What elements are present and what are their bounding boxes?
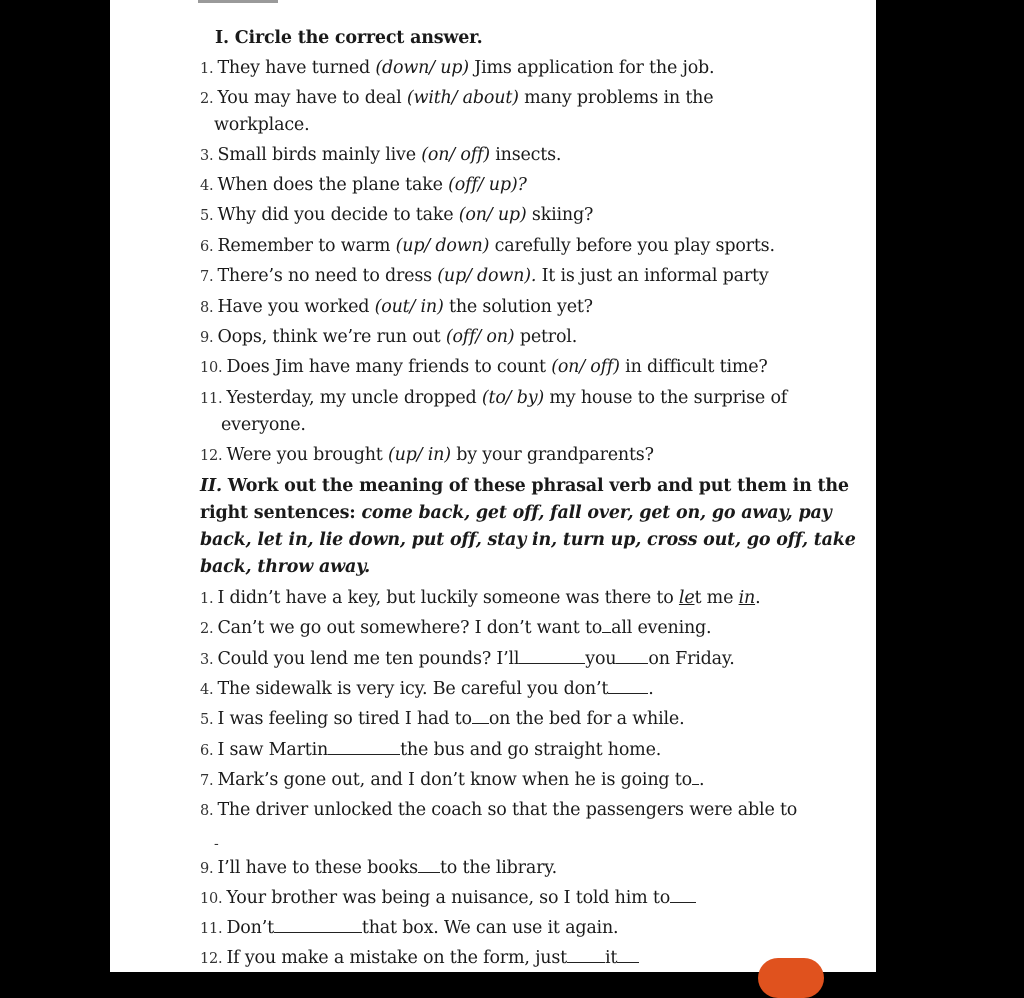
s2-item-8: 8. The driver unlocked the coach so that the passengers were able to <box>200 800 798 820</box>
answer-blank[interactable] <box>602 618 611 633</box>
s2-item-10: 10. Your brother was being a nuisance, so I told him to <box>200 888 696 908</box>
item-number: 7. <box>200 269 214 285</box>
answer-options: (up/ down) <box>395 236 490 256</box>
answer-blank[interactable] <box>519 649 585 664</box>
answer-options: (on/ off) <box>551 357 620 377</box>
item-number: 9. <box>200 861 214 877</box>
s2-item-7: 7. Mark’s gone out, and I don’t know when he is going to . <box>200 770 705 790</box>
answer-blank[interactable] <box>567 948 605 963</box>
item-number: 11. <box>200 921 223 937</box>
s2-item-11: 11. Don’t that box. We can use it again. <box>200 918 619 938</box>
floating-action-button[interactable] <box>758 958 824 998</box>
answer-options: (down/ up) <box>375 58 469 78</box>
answer-options: (up/ in) <box>387 445 451 465</box>
s2-item-3: 3. Could you lend me ten pounds? I’ll you on Friday. <box>200 649 735 669</box>
section2-heading-line4: back, throw away. <box>200 557 370 577</box>
worksheet-page <box>110 0 876 972</box>
item-number: 12. <box>200 448 223 464</box>
item-number: 6. <box>200 743 214 759</box>
item-number: 8. <box>200 803 214 819</box>
item-number: 3. <box>200 148 214 164</box>
section2-heading-line2: right sentences: come back, get off, fall over, get on, go away, pay <box>200 503 832 523</box>
handwritten-answer: le <box>678 588 695 608</box>
item-number: 3. <box>200 652 214 668</box>
s2-item-1: 1. I didn’t have a key, but luckily someone was there to let me in. <box>200 588 761 608</box>
answer-blank[interactable] <box>608 679 648 694</box>
section1-heading: I. Circle the correct answer. <box>215 28 483 48</box>
item-number: 8. <box>200 300 214 316</box>
answer-options: (out/ in) <box>374 297 444 317</box>
s1-item-11-continuation: everyone. <box>221 415 306 435</box>
item-number: 10. <box>200 360 223 376</box>
phrasal-verb-list: come back, get off, fall over, get on, go away, pay <box>361 503 832 523</box>
s2-item-12: 12. If you make a mistake on the form, just it <box>200 948 639 968</box>
handwritten-answer: in <box>738 588 756 608</box>
s1-item-1: 1. They have turned (down/ up) Jims application for the job. <box>200 58 715 78</box>
answer-options: (to/ by) <box>481 388 545 408</box>
s1-item-7: 7. There’s no need to dress (up/ down). It is just an informal party <box>200 266 769 286</box>
item-number: 1. <box>200 61 214 77</box>
s2-item-9: 9. I’ll have to these books to the library. <box>200 858 557 878</box>
answer-blank[interactable] <box>617 948 639 963</box>
item-number: 10. <box>200 891 223 907</box>
s1-item-2: 2. You may have to deal (with/ about) many problems in the <box>200 88 714 108</box>
s2-item-8-dash: - <box>214 836 219 852</box>
s1-item-2-continuation: workplace. <box>214 115 310 135</box>
s1-item-11: 11. Yesterday, my uncle dropped (to/ by) my house to the surprise of <box>200 388 788 408</box>
answer-options: (with/ about) <box>406 88 519 108</box>
item-number: 9. <box>200 330 214 346</box>
section2-heading-line3: back, let in, lie down, put off, stay in, turn up, cross out, go off, take <box>200 530 856 550</box>
s2-item-6: 6. I saw Martin the bus and go straight home. <box>200 740 662 760</box>
item-number: 2. <box>200 621 214 637</box>
item-number: 2. <box>200 91 214 107</box>
answer-blank[interactable] <box>692 770 699 785</box>
s1-item-12: 12. Were you brought (up/ in) by your grandparents? <box>200 445 654 465</box>
s1-item-8: 8. Have you worked (out/ in) the solution yet? <box>200 297 593 317</box>
answer-blank[interactable] <box>328 740 400 755</box>
item-number: 6. <box>200 239 214 255</box>
answer-options: (on/ up) <box>458 205 527 225</box>
answer-options: (up/ down). <box>437 266 537 286</box>
s1-item-9: 9. Oops, think we’re run out (off/ on) petrol. <box>200 327 578 347</box>
s2-item-2: 2. Can’t we go out somewhere? I don’t want to all evening. <box>200 618 712 638</box>
s1-item-10: 10. Does Jim have many friends to count (on/ off) in difficult time? <box>200 357 768 377</box>
item-number: 5. <box>200 208 214 224</box>
s2-item-4: 4. The sidewalk is very icy. Be careful you don’t . <box>200 679 654 699</box>
answer-options: (off/ up)? <box>448 175 527 195</box>
answer-blank[interactable] <box>472 709 489 724</box>
cropped-heading-fragment <box>198 0 278 3</box>
item-number: 11. <box>200 391 223 407</box>
section2-number: II. <box>200 476 222 496</box>
s1-item-6: 6. Remember to warm (up/ down) carefully before you play sports. <box>200 236 775 256</box>
s2-item-5: 5. I was feeling so tired I had to on the bed for a while. <box>200 709 685 729</box>
answer-options: (off/ on) <box>445 327 515 347</box>
answer-blank[interactable] <box>418 858 440 873</box>
s1-item-4: 4. When does the plane take (off/ up)? <box>200 175 527 195</box>
item-number: 1. <box>200 591 214 607</box>
s1-item-5: 5. Why did you decide to take (on/ up) skiing? <box>200 205 594 225</box>
answer-blank[interactable] <box>670 888 696 903</box>
answer-blank[interactable] <box>616 649 648 664</box>
section2-heading-line1: II. Work out the meaning of these phrasal verb and put them in the <box>200 476 849 496</box>
item-number: 4. <box>200 682 214 698</box>
item-number: 7. <box>200 773 214 789</box>
s1-item-3: 3. Small birds mainly live (on/ off) insects. <box>200 145 562 165</box>
item-number: 5. <box>200 712 214 728</box>
answer-blank[interactable] <box>274 918 362 933</box>
item-number: 12. <box>200 951 223 967</box>
answer-options: (on/ off) <box>421 145 490 165</box>
item-number: 4. <box>200 178 214 194</box>
